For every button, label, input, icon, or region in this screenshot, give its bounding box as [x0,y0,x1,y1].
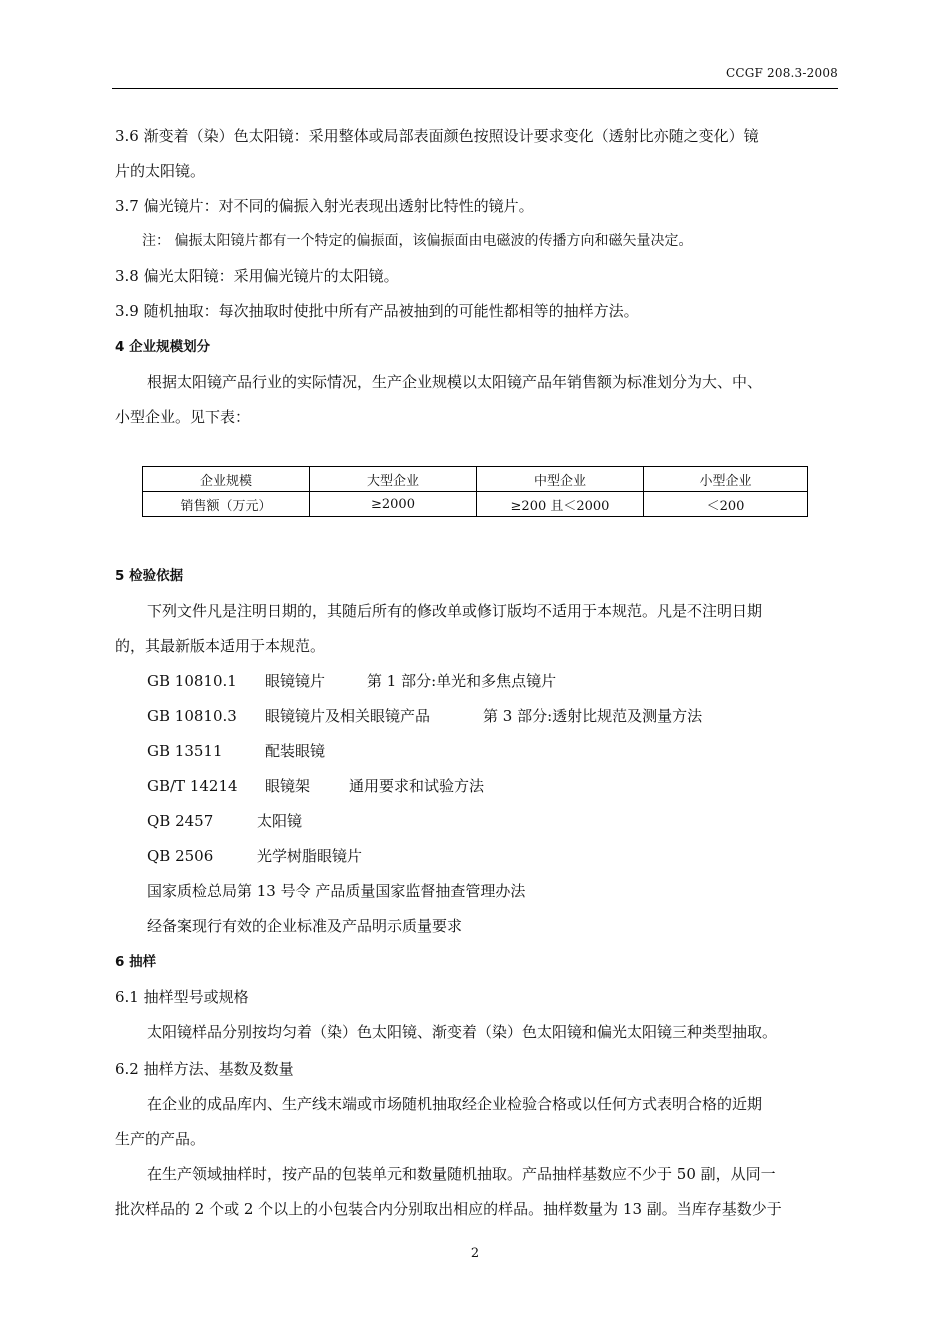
clause-3-8: 3.8 偏光太阳镜：采用偏光镜片的太阳镜。 [115,267,399,285]
clause-6-2-para1-line2: 生产的产品。 [115,1130,206,1148]
reference-code: GB/T 14214 [147,777,238,795]
table-row [143,492,808,517]
reference-name: 眼镜镜片及相关眼镜产品 [265,707,431,725]
reference-part: 通用要求和试验方法 [349,777,485,795]
table-header-cell: 中型企业 [477,467,644,492]
section-4-para-line1: 根据太阳镜产品行业的实际情况，生产企业规模以太阳镜产品年销售额为标准划分为大、中、 [147,373,763,391]
table-header-cell: 大型企业 [310,467,477,492]
reference-name: 太阳镜 [257,812,303,830]
table-cell: 销售额（万元） [143,492,310,517]
clause-6-2-para2-line1: 在生产领域抽样时，按产品的包装单元和数量随机抽取。产品抽样基数应不少于 50 副，从同一 [147,1165,776,1183]
reference-name: 光学树脂眼镜片 [257,847,363,865]
clause-3-7: 3.7 偏光镜片：对不同的偏振入射光表现出透射比特性的镜片。 [115,197,534,215]
page-number: 2 [470,1246,480,1261]
enterprise-scale-table [142,466,808,517]
reference-code: QB 2457 [147,812,214,830]
section-6-heading: 6 抽样 [115,954,157,970]
reference-name: 眼镜镜片 [265,672,326,690]
table-header-cell: 企业规模 [143,467,310,492]
reference-code: GB 13511 [147,742,223,760]
clause-6-1: 6.1 抽样型号或规格 [115,988,249,1006]
header-rule [112,88,838,89]
note: 注： 偏振太阳镜片都有一个特定的偏振面，该偏振面由电磁波的传播方向和磁矢量决定。 [142,233,693,249]
reference-part: 第 3 部分:透射比规范及测量方法 [483,707,703,725]
reference-item [147,741,325,761]
table-cell: ≥2000 [310,492,477,517]
section-4-para-line2: 小型企业。见下表： [115,408,251,426]
section-5-para-line2: 的，其最新版本适用于本规范。 [115,637,326,655]
reference-item [147,706,702,726]
clause-3-9: 3.9 随机抽取：每次抽取时使批中所有产品被抽到的可能性都相等的抽样方法。 [115,302,639,320]
reference-part: 第 1 部分:单光和多焦点镜片 [367,672,557,690]
reference-code: GB 10810.3 [147,707,237,725]
table-header-row [143,467,808,492]
reference-item [147,811,302,831]
reference-name: 眼镜架 [265,777,311,795]
reference-name: 配装眼镜 [265,742,326,760]
section-4-heading: 4 企业规模划分 [115,339,211,355]
table-cell: ≥200 且＜2000 [477,492,644,517]
document-id: CCGF 208.3-2008 [725,66,838,80]
reference-code: GB 10810.1 [147,672,237,690]
reference-item: 国家质检总局第 13 号令 产品质量国家监督抽查管理办法 [147,882,526,900]
reference-code: QB 2506 [147,847,214,865]
section-5-para-line1: 下列文件凡是注明日期的，其随后所有的修改单或修订版均不适用于本规范。凡是不注明日期 [147,602,763,620]
reference-item [147,846,362,866]
clause-6-2: 6.2 抽样方法、基数及数量 [115,1060,294,1078]
clause-3-6-line1: 3.6 渐变着（染）色太阳镜：采用整体或局部表面颜色按照设计要求变化（透射比亦随之变化）镜 [115,127,759,145]
reference-item: 经备案现行有效的企业标准及产品明示质量要求 [147,917,463,935]
clause-6-1-body: 太阳镜样品分别按均匀着（染）色太阳镜、渐变着（染）色太阳镜和偏光太阳镜三种类型抽取。 [147,1023,778,1041]
table-cell: ＜200 [644,492,808,517]
reference-item [147,671,556,691]
section-5-heading: 5 检验依据 [115,568,184,584]
clause-3-6-line2: 片的太阳镜。 [115,162,206,180]
clause-6-2-para2-line2: 批次样品的 2 个或 2 个以上的小包装合内分别取出相应的样品。抽样数量为 13 副。当库存基数少于 [115,1200,782,1218]
reference-item [147,776,484,796]
clause-6-2-para1-line1: 在企业的成品库内、生产线末端或市场随机抽取经企业检验合格或以任何方式表明合格的近期 [147,1095,763,1113]
table-header-cell: 小型企业 [644,467,808,492]
